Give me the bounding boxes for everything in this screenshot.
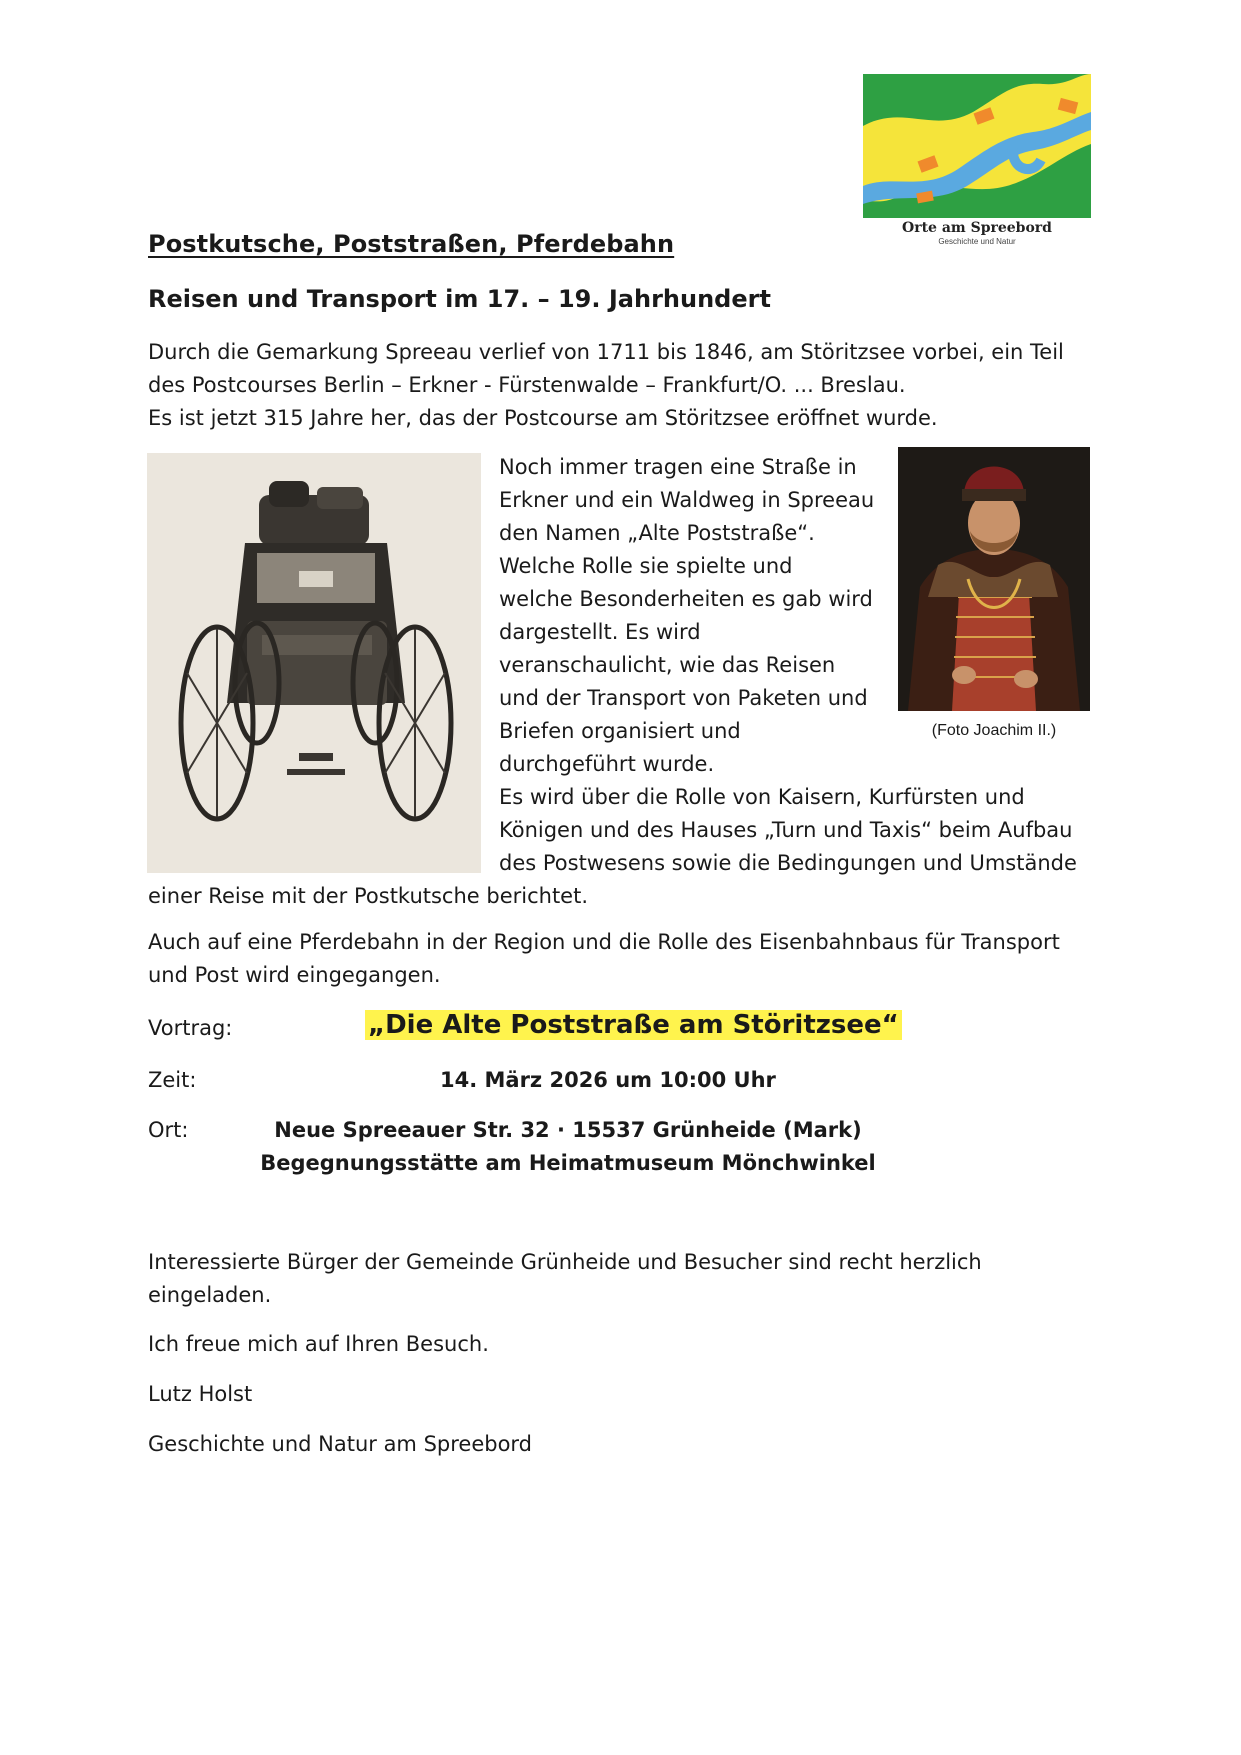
logo-subtitle: Geschichte und Natur: [938, 237, 1016, 246]
invitation-line: Interessierte Bürger der Gemeinde Grünheide und Besucher sind recht herzlich: [148, 1250, 982, 1274]
invitation-paragraph: [148, 1246, 1078, 1312]
logo-graphic: [863, 74, 1091, 218]
description-line: durchgeführt wurde.: [499, 752, 715, 776]
description-line: Noch immer tragen eine Straße in: [499, 455, 857, 479]
organization-logo: [863, 74, 1091, 254]
ort-label: Ort:: [148, 1118, 189, 1142]
organization-name: Geschichte und Natur am Spreebord: [148, 1432, 533, 1456]
author-name: Lutz Holst: [148, 1382, 253, 1406]
portrait-illustration: [898, 447, 1090, 711]
vortrag-title: „Die Alte Poststraße am Störitzsee“: [365, 1010, 902, 1040]
description-line: Briefen organisiert und: [499, 719, 741, 743]
page-title: Postkutsche, Poststraßen, Pferdebahn: [148, 230, 675, 258]
description-line: veranschaulicht, wie das Reisen: [499, 653, 836, 677]
description-line: Königen und des Hauses „Turn und Taxis“ beim Aufbau: [499, 818, 1073, 842]
intro-line: Es ist jetzt 315 Jahre her, das der Postcourse am Störitzsee eröffnet wurde.: [148, 406, 938, 430]
description-line: Es wird über die Rolle von Kaisern, Kurfürsten und: [499, 785, 1025, 809]
closing-greeting: Ich freue mich auf Ihren Besuch.: [148, 1332, 489, 1356]
intro-line: Durch die Gemarkung Spreeau verlief von 1711 bis 1846, am Störitzsee vorbei, ein Teil: [148, 340, 1064, 364]
description-line: und der Transport von Paketen und: [499, 686, 868, 710]
description-line: Welche Rolle sie spielte und: [499, 554, 793, 578]
logo-title: Orte am Spreebord: [902, 220, 1052, 236]
description-continued: [499, 781, 1099, 880]
invitation-line: eingeladen.: [148, 1283, 272, 1307]
description-line: dargestellt. Es wird: [499, 620, 701, 644]
pferdebahn-paragraph: [148, 926, 1108, 992]
intro-paragraph: [148, 336, 1088, 435]
description-line: einer Reise mit der Postkutsche berichtet.: [148, 884, 589, 908]
pferdebahn-line: Auch auf eine Pferdebahn in der Region und die Rolle des Eisenbahnbaus für Transport: [148, 930, 1060, 954]
joachim-portrait-image: [898, 447, 1090, 711]
pferdebahn-line: und Post wird eingegangen.: [148, 963, 441, 987]
photo-caption: (Foto Joachim II.): [931, 722, 1057, 739]
page-subtitle: Reisen und Transport im 17. – 19. Jahrhundert: [148, 285, 771, 313]
coach-illustration: [147, 453, 481, 873]
description-column: [499, 451, 889, 781]
ort-venue: Begegnungsstätte am Heimatmuseum Mönchwinkel: [260, 1151, 876, 1175]
description-line: Erkner und ein Waldweg in Spreeau: [499, 488, 875, 512]
description-line: des Postwesens sowie die Bedingungen und Umstände: [499, 851, 1077, 875]
intro-line: des Postcourses Berlin – Erkner - Fürstenwalde – Frankfurt/O. ... Breslau.: [148, 373, 906, 397]
postkutsche-image: [147, 453, 481, 873]
description-line: welche Besonderheiten es gab wird: [499, 587, 873, 611]
ort-address: Neue Spreeauer Str. 32 · 15537 Grünheide (Mark): [274, 1118, 862, 1142]
description-line: den Namen „Alte Poststraße“.: [499, 521, 815, 545]
vortrag-label: Vortrag:: [148, 1016, 233, 1040]
zeit-value: 14. März 2026 um 10:00 Uhr: [440, 1068, 776, 1092]
zeit-label: Zeit:: [148, 1068, 197, 1092]
